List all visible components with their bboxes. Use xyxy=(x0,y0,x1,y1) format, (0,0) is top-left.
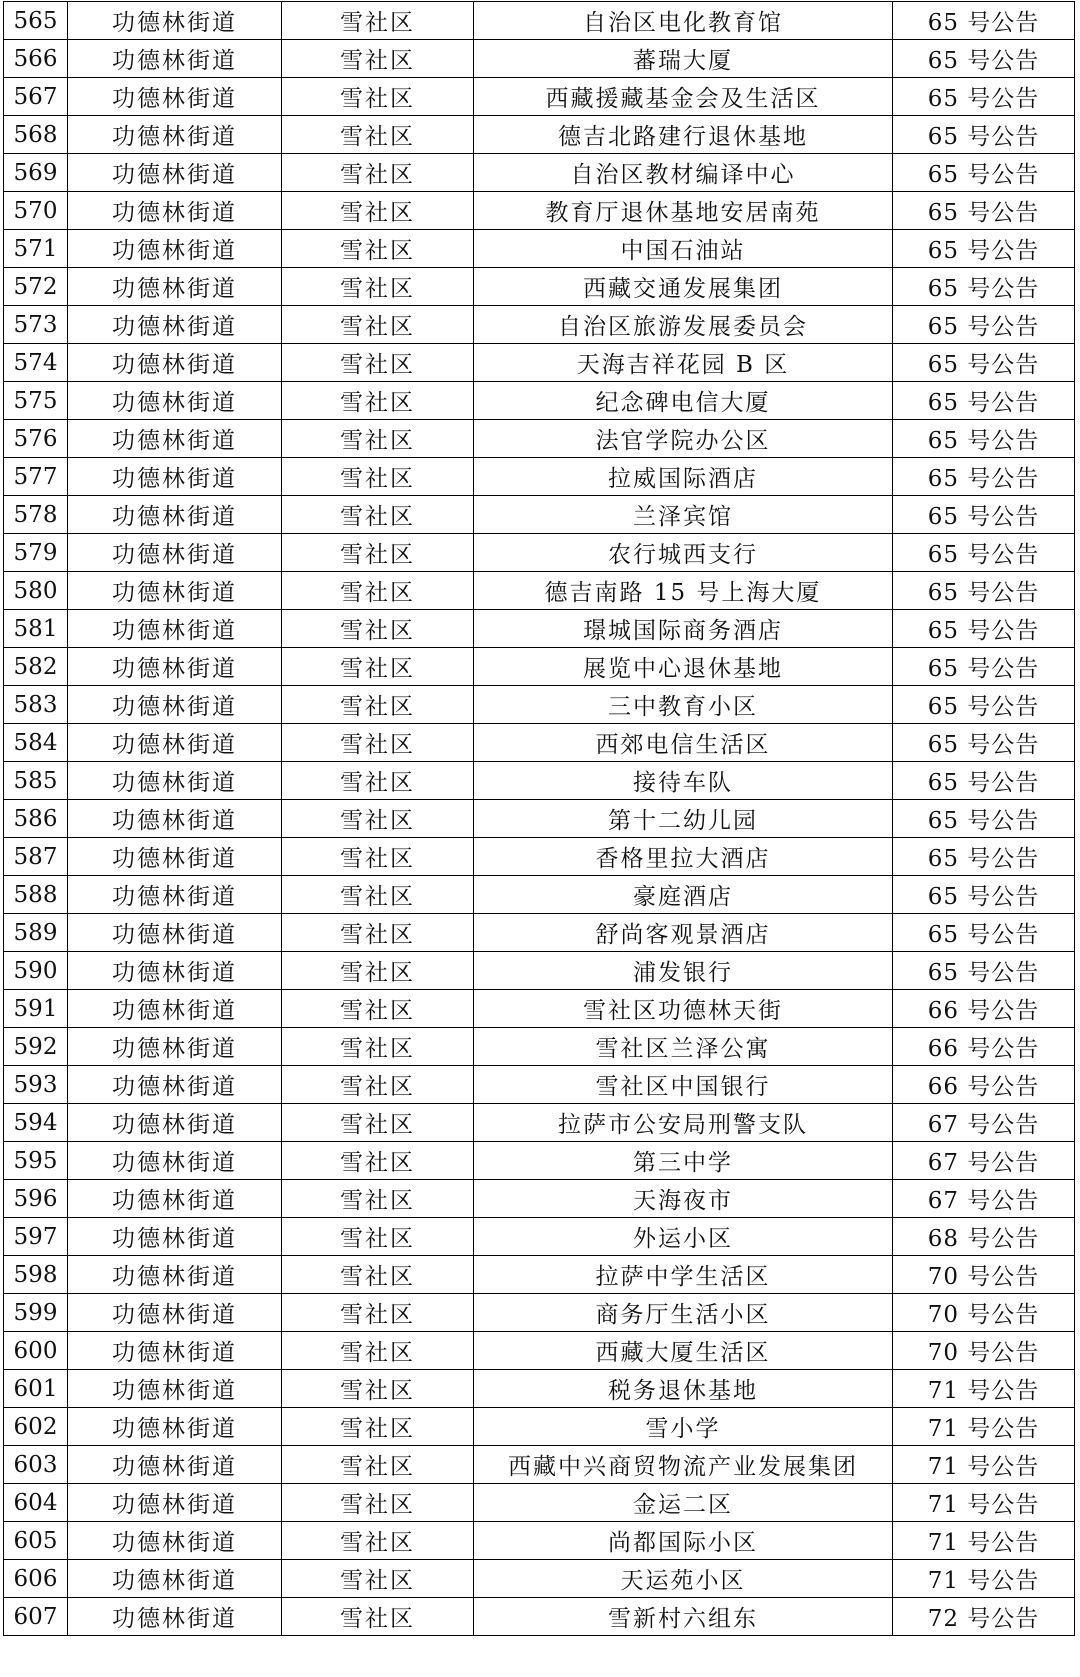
row-number: 593 xyxy=(4,1066,68,1104)
community-cell: 雪社区 xyxy=(282,724,474,762)
location-cell: 展览中心退休基地 xyxy=(474,648,893,686)
announcement-cell: 71 号公告 xyxy=(893,1560,1075,1598)
row-number: 574 xyxy=(4,344,68,382)
table-row xyxy=(4,1332,1075,1370)
announcement-cell: 65 号公告 xyxy=(893,40,1075,78)
row-number: 607 xyxy=(4,1598,68,1636)
table-row xyxy=(4,1484,1075,1522)
announcement-cell: 65 号公告 xyxy=(893,306,1075,344)
row-number: 566 xyxy=(4,40,68,78)
table-row xyxy=(4,268,1075,306)
row-number: 586 xyxy=(4,800,68,838)
street-cell: 功德林街道 xyxy=(68,78,282,116)
street-cell: 功德林街道 xyxy=(68,572,282,610)
community-cell: 雪社区 xyxy=(282,1218,474,1256)
table-row xyxy=(4,610,1075,648)
table-row xyxy=(4,1218,1075,1256)
location-cell: 香格里拉大酒店 xyxy=(474,838,893,876)
street-cell: 功德林街道 xyxy=(68,230,282,268)
location-cell: 雪小学 xyxy=(474,1408,893,1446)
table-row xyxy=(4,496,1075,534)
community-cell: 雪社区 xyxy=(282,762,474,800)
location-cell: 雪新村六组东 xyxy=(474,1598,893,1636)
table-row xyxy=(4,1408,1075,1446)
location-cell: 西藏援藏基金会及生活区 xyxy=(474,78,893,116)
street-cell: 功德林街道 xyxy=(68,1332,282,1370)
location-cell: 中国石油站 xyxy=(474,230,893,268)
announcement-cell: 65 号公告 xyxy=(893,116,1075,154)
community-cell: 雪社区 xyxy=(282,876,474,914)
location-cell: 拉萨市公安局刑警支队 xyxy=(474,1104,893,1142)
row-number: 600 xyxy=(4,1332,68,1370)
row-number: 596 xyxy=(4,1180,68,1218)
location-cell: 尚都国际小区 xyxy=(474,1522,893,1560)
street-cell: 功德林街道 xyxy=(68,686,282,724)
street-cell: 功德林街道 xyxy=(68,1560,282,1598)
announcement-cell: 65 号公告 xyxy=(893,572,1075,610)
community-cell: 雪社区 xyxy=(282,648,474,686)
street-cell: 功德林街道 xyxy=(68,1408,282,1446)
table-row xyxy=(4,306,1075,344)
row-number: 578 xyxy=(4,496,68,534)
announcement-cell: 65 号公告 xyxy=(893,382,1075,420)
announcement-cell: 71 号公告 xyxy=(893,1370,1075,1408)
row-number: 576 xyxy=(4,420,68,458)
community-cell: 雪社区 xyxy=(282,686,474,724)
street-cell: 功德林街道 xyxy=(68,1104,282,1142)
table-row xyxy=(4,1256,1075,1294)
street-cell: 功德林街道 xyxy=(68,1484,282,1522)
announcement-cell: 71 号公告 xyxy=(893,1408,1075,1446)
table-row xyxy=(4,1560,1075,1598)
row-number: 584 xyxy=(4,724,68,762)
community-cell: 雪社区 xyxy=(282,1066,474,1104)
row-number: 601 xyxy=(4,1370,68,1408)
street-cell: 功德林街道 xyxy=(68,192,282,230)
street-cell: 功德林街道 xyxy=(68,116,282,154)
community-cell: 雪社区 xyxy=(282,1560,474,1598)
community-cell: 雪社区 xyxy=(282,1256,474,1294)
row-number: 597 xyxy=(4,1218,68,1256)
street-cell: 功德林街道 xyxy=(68,1218,282,1256)
location-cell: 西郊电信生活区 xyxy=(474,724,893,762)
announcement-cell: 65 号公告 xyxy=(893,192,1075,230)
community-cell: 雪社区 xyxy=(282,382,474,420)
announcement-cell: 67 号公告 xyxy=(893,1180,1075,1218)
location-cell: 雪社区中国银行 xyxy=(474,1066,893,1104)
street-cell: 功德林街道 xyxy=(68,420,282,458)
row-number: 573 xyxy=(4,306,68,344)
announcement-cell: 71 号公告 xyxy=(893,1484,1075,1522)
street-cell: 功德林街道 xyxy=(68,306,282,344)
street-cell: 功德林街道 xyxy=(68,648,282,686)
announcement-cell: 65 号公告 xyxy=(893,230,1075,268)
community-cell: 雪社区 xyxy=(282,1484,474,1522)
community-cell: 雪社区 xyxy=(282,420,474,458)
community-cell: 雪社区 xyxy=(282,952,474,990)
table-row xyxy=(4,1066,1075,1104)
community-cell: 雪社区 xyxy=(282,2,474,40)
street-cell: 功德林街道 xyxy=(68,800,282,838)
row-number: 583 xyxy=(4,686,68,724)
street-cell: 功德林街道 xyxy=(68,724,282,762)
table-row xyxy=(4,1294,1075,1332)
location-cell: 税务退休基地 xyxy=(474,1370,893,1408)
street-cell: 功德林街道 xyxy=(68,1256,282,1294)
row-number: 604 xyxy=(4,1484,68,1522)
street-cell: 功德林街道 xyxy=(68,762,282,800)
row-number: 589 xyxy=(4,914,68,952)
row-number: 590 xyxy=(4,952,68,990)
street-cell: 功德林街道 xyxy=(68,838,282,876)
community-cell: 雪社区 xyxy=(282,1180,474,1218)
row-number: 605 xyxy=(4,1522,68,1560)
location-cell: 自治区教材编译中心 xyxy=(474,154,893,192)
table-row xyxy=(4,990,1075,1028)
announcement-cell: 67 号公告 xyxy=(893,1142,1075,1180)
announcement-cell: 68 号公告 xyxy=(893,1218,1075,1256)
announcement-cell: 71 号公告 xyxy=(893,1446,1075,1484)
location-cell: 浦发银行 xyxy=(474,952,893,990)
street-cell: 功德林街道 xyxy=(68,990,282,1028)
street-cell: 功德林街道 xyxy=(68,1180,282,1218)
community-cell: 雪社区 xyxy=(282,914,474,952)
table-row xyxy=(4,648,1075,686)
row-number: 587 xyxy=(4,838,68,876)
street-cell: 功德林街道 xyxy=(68,2,282,40)
community-cell: 雪社区 xyxy=(282,192,474,230)
announcement-cell: 65 号公告 xyxy=(893,2,1075,40)
row-number: 575 xyxy=(4,382,68,420)
announcement-cell: 66 号公告 xyxy=(893,990,1075,1028)
row-number: 594 xyxy=(4,1104,68,1142)
location-cell: 商务厅生活小区 xyxy=(474,1294,893,1332)
table-row xyxy=(4,914,1075,952)
table-row xyxy=(4,1180,1075,1218)
row-number: 567 xyxy=(4,78,68,116)
row-number: 606 xyxy=(4,1560,68,1598)
table-row xyxy=(4,686,1075,724)
location-cell: 金运二区 xyxy=(474,1484,893,1522)
location-cell: 蕃瑞大厦 xyxy=(474,40,893,78)
table-row xyxy=(4,800,1075,838)
table-row xyxy=(4,40,1075,78)
row-number: 570 xyxy=(4,192,68,230)
location-cell: 舒尚客观景酒店 xyxy=(474,914,893,952)
street-cell: 功德林街道 xyxy=(68,40,282,78)
location-cell: 璟城国际商务酒店 xyxy=(474,610,893,648)
table-row xyxy=(4,382,1075,420)
announcement-cell: 65 号公告 xyxy=(893,344,1075,382)
announcement-cell: 65 号公告 xyxy=(893,838,1075,876)
table-row xyxy=(4,1028,1075,1066)
street-cell: 功德林街道 xyxy=(68,1522,282,1560)
community-cell: 雪社区 xyxy=(282,1294,474,1332)
community-cell: 雪社区 xyxy=(282,344,474,382)
location-cell: 兰泽宾馆 xyxy=(474,496,893,534)
street-cell: 功德林街道 xyxy=(68,382,282,420)
table-row xyxy=(4,1104,1075,1142)
street-cell: 功德林街道 xyxy=(68,458,282,496)
community-cell: 雪社区 xyxy=(282,1142,474,1180)
community-cell: 雪社区 xyxy=(282,838,474,876)
community-cell: 雪社区 xyxy=(282,1104,474,1142)
row-number: 569 xyxy=(4,154,68,192)
table-row xyxy=(4,1446,1075,1484)
location-cell: 自治区电化教育馆 xyxy=(474,2,893,40)
announcement-cell: 65 号公告 xyxy=(893,78,1075,116)
row-number: 581 xyxy=(4,610,68,648)
table-row xyxy=(4,154,1075,192)
community-cell: 雪社区 xyxy=(282,534,474,572)
announcement-cell: 70 号公告 xyxy=(893,1332,1075,1370)
street-cell: 功德林街道 xyxy=(68,344,282,382)
street-cell: 功德林街道 xyxy=(68,1066,282,1104)
row-number: 598 xyxy=(4,1256,68,1294)
announcement-cell: 65 号公告 xyxy=(893,686,1075,724)
row-number: 591 xyxy=(4,990,68,1028)
row-number: 572 xyxy=(4,268,68,306)
announcement-cell: 65 号公告 xyxy=(893,154,1075,192)
table-row xyxy=(4,458,1075,496)
street-cell: 功德林街道 xyxy=(68,610,282,648)
location-cell: 德吉南路 15 号上海大厦 xyxy=(474,572,893,610)
community-cell: 雪社区 xyxy=(282,1408,474,1446)
table-row xyxy=(4,838,1075,876)
row-number: 602 xyxy=(4,1408,68,1446)
row-number: 603 xyxy=(4,1446,68,1484)
community-cell: 雪社区 xyxy=(282,1598,474,1636)
announcement-cell: 71 号公告 xyxy=(893,1522,1075,1560)
table-row xyxy=(4,534,1075,572)
location-cell: 外运小区 xyxy=(474,1218,893,1256)
location-cell: 雪社区兰泽公寓 xyxy=(474,1028,893,1066)
table-row xyxy=(4,192,1075,230)
announcement-cell: 72 号公告 xyxy=(893,1598,1075,1636)
announcement-cell: 65 号公告 xyxy=(893,800,1075,838)
announcement-cell: 65 号公告 xyxy=(893,420,1075,458)
table-row xyxy=(4,78,1075,116)
announcement-cell: 70 号公告 xyxy=(893,1256,1075,1294)
location-cell: 西藏大厦生活区 xyxy=(474,1332,893,1370)
street-cell: 功德林街道 xyxy=(68,914,282,952)
location-cell: 纪念碑电信大厦 xyxy=(474,382,893,420)
community-cell: 雪社区 xyxy=(282,1522,474,1560)
row-number: 592 xyxy=(4,1028,68,1066)
table-row xyxy=(4,1598,1075,1636)
location-cell: 自治区旅游发展委员会 xyxy=(474,306,893,344)
street-cell: 功德林街道 xyxy=(68,1446,282,1484)
community-cell: 雪社区 xyxy=(282,1332,474,1370)
announcement-cell: 65 号公告 xyxy=(893,458,1075,496)
street-cell: 功德林街道 xyxy=(68,876,282,914)
table-row xyxy=(4,2,1075,40)
table-row xyxy=(4,1522,1075,1560)
table-row xyxy=(4,572,1075,610)
location-cell: 天运苑小区 xyxy=(474,1560,893,1598)
community-cell: 雪社区 xyxy=(282,1370,474,1408)
community-cell: 雪社区 xyxy=(282,990,474,1028)
street-cell: 功德林街道 xyxy=(68,1370,282,1408)
community-cell: 雪社区 xyxy=(282,306,474,344)
location-cell: 拉威国际酒店 xyxy=(474,458,893,496)
location-cell: 雪社区功德林天街 xyxy=(474,990,893,1028)
table-row xyxy=(4,876,1075,914)
announcement-cell: 65 号公告 xyxy=(893,724,1075,762)
announcement-cell: 66 号公告 xyxy=(893,1028,1075,1066)
community-cell: 雪社区 xyxy=(282,610,474,648)
community-cell: 雪社区 xyxy=(282,458,474,496)
location-cell: 西藏交通发展集团 xyxy=(474,268,893,306)
announcement-cell: 66 号公告 xyxy=(893,1066,1075,1104)
table-row xyxy=(4,116,1075,154)
location-cell: 西藏中兴商贸物流产业发展集团 xyxy=(474,1446,893,1484)
street-cell: 功德林街道 xyxy=(68,1598,282,1636)
row-number: 580 xyxy=(4,572,68,610)
announcement-cell: 65 号公告 xyxy=(893,268,1075,306)
announcement-cell: 65 号公告 xyxy=(893,914,1075,952)
community-cell: 雪社区 xyxy=(282,230,474,268)
table-row xyxy=(4,762,1075,800)
table-row xyxy=(4,230,1075,268)
community-cell: 雪社区 xyxy=(282,116,474,154)
community-cell: 雪社区 xyxy=(282,154,474,192)
street-cell: 功德林街道 xyxy=(68,534,282,572)
table-row xyxy=(4,1370,1075,1408)
row-number: 579 xyxy=(4,534,68,572)
location-cell: 第三中学 xyxy=(474,1142,893,1180)
announcement-cell: 65 号公告 xyxy=(893,952,1075,990)
announcement-cell: 65 号公告 xyxy=(893,610,1075,648)
row-number: 588 xyxy=(4,876,68,914)
location-cell: 德吉北路建行退休基地 xyxy=(474,116,893,154)
row-number: 565 xyxy=(4,2,68,40)
location-cell: 农行城西支行 xyxy=(474,534,893,572)
row-number: 585 xyxy=(4,762,68,800)
table-row xyxy=(4,420,1075,458)
street-cell: 功德林街道 xyxy=(68,1142,282,1180)
street-cell: 功德林街道 xyxy=(68,952,282,990)
announcement-cell: 65 号公告 xyxy=(893,648,1075,686)
table-body xyxy=(4,2,1075,1636)
location-cell: 三中教育小区 xyxy=(474,686,893,724)
location-cell: 拉萨中学生活区 xyxy=(474,1256,893,1294)
location-cell: 豪庭酒店 xyxy=(474,876,893,914)
community-cell: 雪社区 xyxy=(282,800,474,838)
location-cell: 法官学院办公区 xyxy=(474,420,893,458)
location-cell: 第十二幼儿园 xyxy=(474,800,893,838)
announcement-cell: 67 号公告 xyxy=(893,1104,1075,1142)
announcement-cell: 65 号公告 xyxy=(893,762,1075,800)
row-number: 599 xyxy=(4,1294,68,1332)
table-row xyxy=(4,952,1075,990)
announcement-cell: 70 号公告 xyxy=(893,1294,1075,1332)
community-cell: 雪社区 xyxy=(282,78,474,116)
street-cell: 功德林街道 xyxy=(68,1294,282,1332)
location-cell: 天海吉祥花园 B 区 xyxy=(474,344,893,382)
location-cell: 天海夜市 xyxy=(474,1180,893,1218)
table-row xyxy=(4,344,1075,382)
street-cell: 功德林街道 xyxy=(68,1028,282,1066)
community-cell: 雪社区 xyxy=(282,496,474,534)
community-cell: 雪社区 xyxy=(282,572,474,610)
location-cell: 教育厅退休基地安居南苑 xyxy=(474,192,893,230)
row-number: 568 xyxy=(4,116,68,154)
row-number: 595 xyxy=(4,1142,68,1180)
community-cell: 雪社区 xyxy=(282,1446,474,1484)
row-number: 582 xyxy=(4,648,68,686)
community-cell: 雪社区 xyxy=(282,1028,474,1066)
table-row xyxy=(4,724,1075,762)
announcement-cell: 65 号公告 xyxy=(893,534,1075,572)
street-cell: 功德林街道 xyxy=(68,154,282,192)
location-cell: 接待车队 xyxy=(474,762,893,800)
street-cell: 功德林街道 xyxy=(68,268,282,306)
announcement-cell: 65 号公告 xyxy=(893,496,1075,534)
row-number: 571 xyxy=(4,230,68,268)
table-row xyxy=(4,1142,1075,1180)
street-cell: 功德林街道 xyxy=(68,496,282,534)
row-number: 577 xyxy=(4,458,68,496)
community-cell: 雪社区 xyxy=(282,40,474,78)
community-cell: 雪社区 xyxy=(282,268,474,306)
data-table xyxy=(3,1,1075,1636)
announcement-cell: 65 号公告 xyxy=(893,876,1075,914)
